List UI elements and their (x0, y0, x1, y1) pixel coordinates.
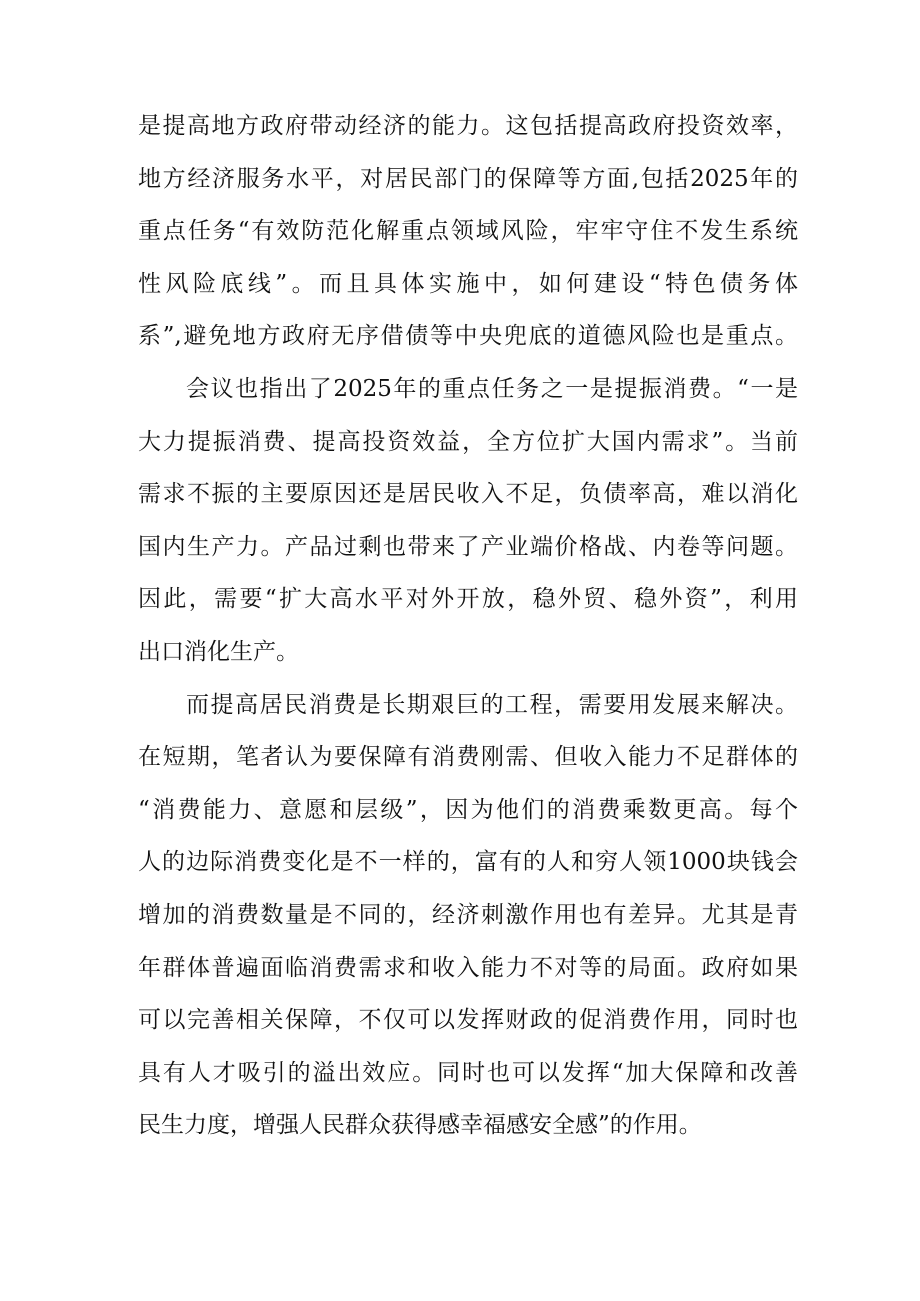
paragraph-2-line-4: 国内生产力。产品过剩也带来了产业端价格战、内卷等问题。 (138, 533, 798, 560)
document-body (138, 100, 798, 1152)
paragraph-3-line-8: 具有人才吸引的溢出效应。同时也可以发挥“加大保障和改善 (138, 1059, 798, 1086)
paragraph-2-line-2: 大力提振消费、提高投资效益，全方位扩大国内需求”。当前 (138, 428, 798, 455)
paragraph-3-line-7: 可以完善相关保障，不仅可以发挥财政的促消费作用，同时也 (138, 1007, 798, 1034)
paragraph-1-line-2: 地方经济服务水平，对居民部门的保障等方面,包括2025年的 (138, 165, 798, 192)
paragraph-1-line-3: 重点任务“有效防范化解重点领域风险，牢牢守住不发生系统 (138, 218, 798, 245)
paragraph-3-line-2: 在短期，笔者认为要保障有消费刚需、但收入能力不足群体的 (138, 744, 798, 771)
paragraph-3-line-9: 民生力度，增强人民群众获得感幸福感安全感”的作用。 (138, 1112, 702, 1139)
paragraph-2-line-3: 需求不振的主要原因还是居民收入不足，负债率高，难以消化 (138, 481, 798, 508)
paragraph-1-line-1: 是提高地方政府带动经济的能力。这包括提高政府投资效率， (138, 113, 798, 139)
paragraph-1-line-5: 系”,避免地方政府无序借债等中央兜底的道德风险也是重点。 (138, 323, 798, 350)
paragraph-3-line-1: 而提高居民消费是长期艰巨的工程，需要用发展来解决。 (186, 691, 798, 718)
paragraph-2-line-6: 出口消化生产。 (138, 638, 299, 665)
paragraph-1-line-4: 性风险底线”。而且具体实施中，如何建设“特色债务体 (138, 270, 798, 297)
paragraph-3-line-4: 人的边际消费变化是不一样的，富有的人和穷人领1000块钱会 (138, 849, 798, 876)
paragraph-3-line-5: 增加的消费数量是不同的，经济刺激作用也有差异。尤其是青 (138, 901, 798, 928)
paragraph-2-line-1: 会议也指出了2025年的重点任务之一是提振消费。“一是 (186, 375, 798, 402)
paragraph-3-line-6: 年群体普遍面临消费需求和收入能力不对等的局面。政府如果 (138, 954, 798, 981)
paragraph-3-line-3: “消费能力、意愿和层级”，因为他们的消费乘数更高。每个 (138, 796, 798, 823)
paragraph-2-line-5: 因此，需要“扩大高水平对外开放，稳外贸、稳外资”，利用 (138, 586, 798, 613)
